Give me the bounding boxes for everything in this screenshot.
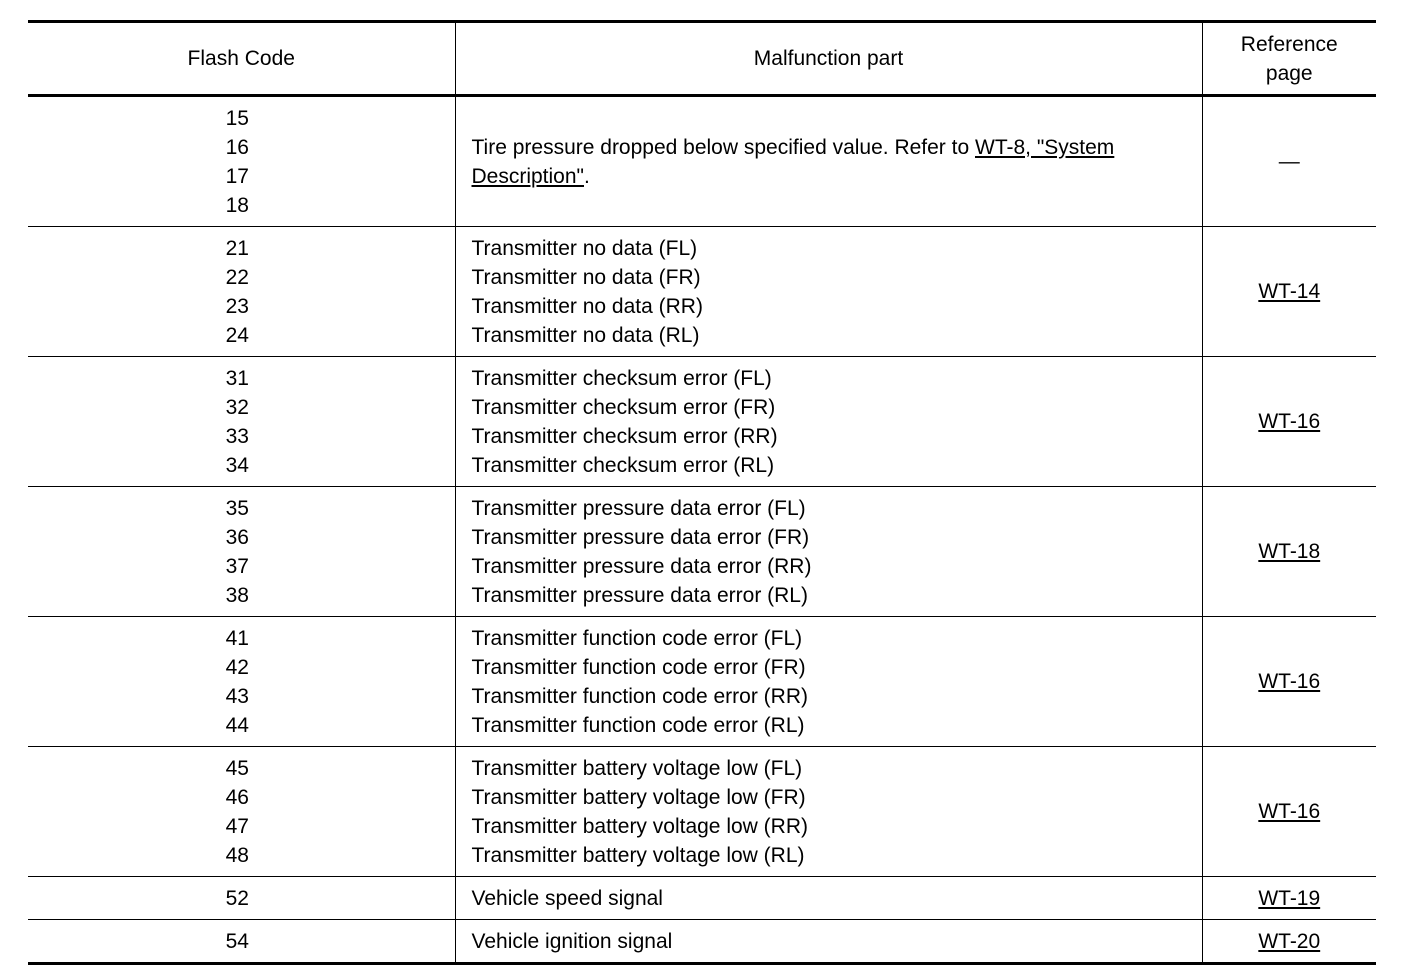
flash-code: 21 (225, 236, 249, 260)
reference-link[interactable]: WT-16 (1258, 410, 1321, 433)
malfunction-text: Transmitter checksum error (RR) (471, 424, 778, 448)
table-row (28, 877, 1376, 920)
malfunction-text: Transmitter battery voltage low (RR) (471, 814, 808, 838)
header-row (28, 22, 1376, 96)
flash-code: 24 (225, 323, 249, 347)
flash-code: 18 (225, 193, 249, 217)
flash-codes-cell (28, 877, 455, 920)
malfunction-text: Transmitter pressure data error (RL) (471, 583, 808, 607)
flash-codes-cell (28, 96, 455, 227)
malfunction-text: Transmitter no data (FL) (471, 236, 698, 260)
header-reference-line2: page (1265, 61, 1313, 85)
malfunction-text: Transmitter battery voltage low (RL) (471, 843, 805, 867)
flash-code: 43 (225, 684, 249, 708)
malfunction-cell (455, 747, 1202, 877)
malfunction-cell (455, 487, 1202, 617)
table-row (28, 920, 1376, 964)
header-reference-line1: Reference (1240, 32, 1338, 56)
malfunction-text: Transmitter checksum error (FR) (471, 395, 776, 419)
reference-cell (1202, 747, 1376, 877)
reference-cell (1202, 96, 1376, 227)
header-flash-code: Flash Code (28, 22, 455, 96)
flash-codes-cell (28, 357, 455, 487)
malfunction-text: Transmitter pressure data error (FR) (471, 525, 810, 549)
table-row (28, 617, 1376, 747)
system-description-link-cont[interactable]: Description" (471, 164, 584, 188)
table-row (28, 747, 1376, 877)
malfunction-text: Transmitter pressure data error (FL) (471, 496, 806, 520)
flash-code: 35 (225, 496, 249, 520)
malfunction-cell (455, 617, 1202, 747)
malfunction-cell (455, 96, 1202, 227)
malfunction-text: Transmitter function code error (FR) (471, 655, 806, 679)
flash-code: 41 (225, 626, 249, 650)
flash-code: 54 (225, 929, 249, 953)
reference-none: — (1278, 150, 1300, 173)
malfunction-cell (455, 357, 1202, 487)
table-row (28, 357, 1376, 487)
table-row (28, 96, 1376, 227)
flash-code: 42 (225, 655, 249, 679)
flash-code: 38 (225, 583, 249, 607)
reference-link[interactable]: WT-16 (1258, 800, 1321, 823)
malfunction-text: Transmitter no data (RR) (471, 294, 703, 318)
reference-cell (1202, 487, 1376, 617)
reference-cell (1202, 227, 1376, 357)
reference-cell (1202, 617, 1376, 747)
flash-codes-cell (28, 747, 455, 877)
malfunction-text: Transmitter battery voltage low (FL) (471, 756, 803, 780)
table-row (28, 487, 1376, 617)
flash-code: 32 (225, 395, 249, 419)
malfunction-text: Vehicle speed signal (471, 886, 663, 910)
malfunction-text: Transmitter function code error (RL) (471, 713, 805, 737)
flash-code: 16 (225, 135, 249, 159)
malfunction-text: Transmitter checksum error (RL) (471, 453, 775, 477)
flash-code: 23 (225, 294, 249, 318)
flash-code: 48 (225, 843, 249, 867)
flash-code: 45 (225, 756, 249, 780)
table-row (28, 227, 1376, 357)
flash-code: 47 (225, 814, 249, 838)
malfunction-text: Transmitter battery voltage low (FR) (471, 785, 806, 809)
reference-cell (1202, 920, 1376, 964)
malfunction-text: Transmitter function code error (FL) (471, 626, 803, 650)
header-malfunction-part: Malfunction part (455, 22, 1202, 96)
flash-code: 22 (225, 265, 249, 289)
flash-code: 31 (225, 366, 249, 390)
flash-code: 34 (225, 453, 249, 477)
malfunction-text: Vehicle ignition signal (471, 929, 673, 953)
malfunction-text: Tire pressure dropped below specified value. Refer to (471, 135, 975, 159)
malfunction-text: Transmitter no data (FR) (471, 265, 701, 289)
malfunction-text-suffix: . (584, 164, 590, 188)
malfunction-text: Transmitter no data (RL) (471, 323, 700, 347)
flash-code: 33 (225, 424, 249, 448)
flash-codes-cell (28, 487, 455, 617)
flash-code: 17 (225, 164, 249, 188)
malfunction-text: Transmitter function code error (RR) (471, 684, 808, 708)
malfunction-text: Transmitter pressure data error (RR) (471, 554, 812, 578)
flash-codes-cell (28, 227, 455, 357)
reference-link[interactable]: WT-18 (1258, 540, 1321, 563)
malfunction-cell (455, 920, 1202, 964)
reference-link[interactable]: WT-19 (1258, 886, 1321, 910)
malfunction-cell (455, 227, 1202, 357)
malfunction-text: Transmitter checksum error (FL) (471, 366, 772, 390)
header-reference-page (1202, 22, 1376, 96)
flash-code: 46 (225, 785, 249, 809)
reference-link[interactable]: WT-14 (1258, 280, 1321, 303)
flash-code: 36 (225, 525, 249, 549)
malfunction-cell (455, 877, 1202, 920)
flash-codes-cell (28, 920, 455, 964)
reference-cell (1202, 357, 1376, 487)
system-description-link[interactable]: WT-8, "System (975, 135, 1115, 159)
flash-code: 44 (225, 713, 249, 737)
flash-code: 37 (225, 554, 249, 578)
reference-link[interactable]: WT-20 (1258, 929, 1321, 953)
flash-code-table (28, 20, 1376, 965)
reference-cell (1202, 877, 1376, 920)
flash-codes-cell (28, 617, 455, 747)
flash-code: 15 (225, 106, 249, 130)
reference-link[interactable]: WT-16 (1258, 670, 1321, 693)
flash-code: 52 (225, 886, 249, 910)
